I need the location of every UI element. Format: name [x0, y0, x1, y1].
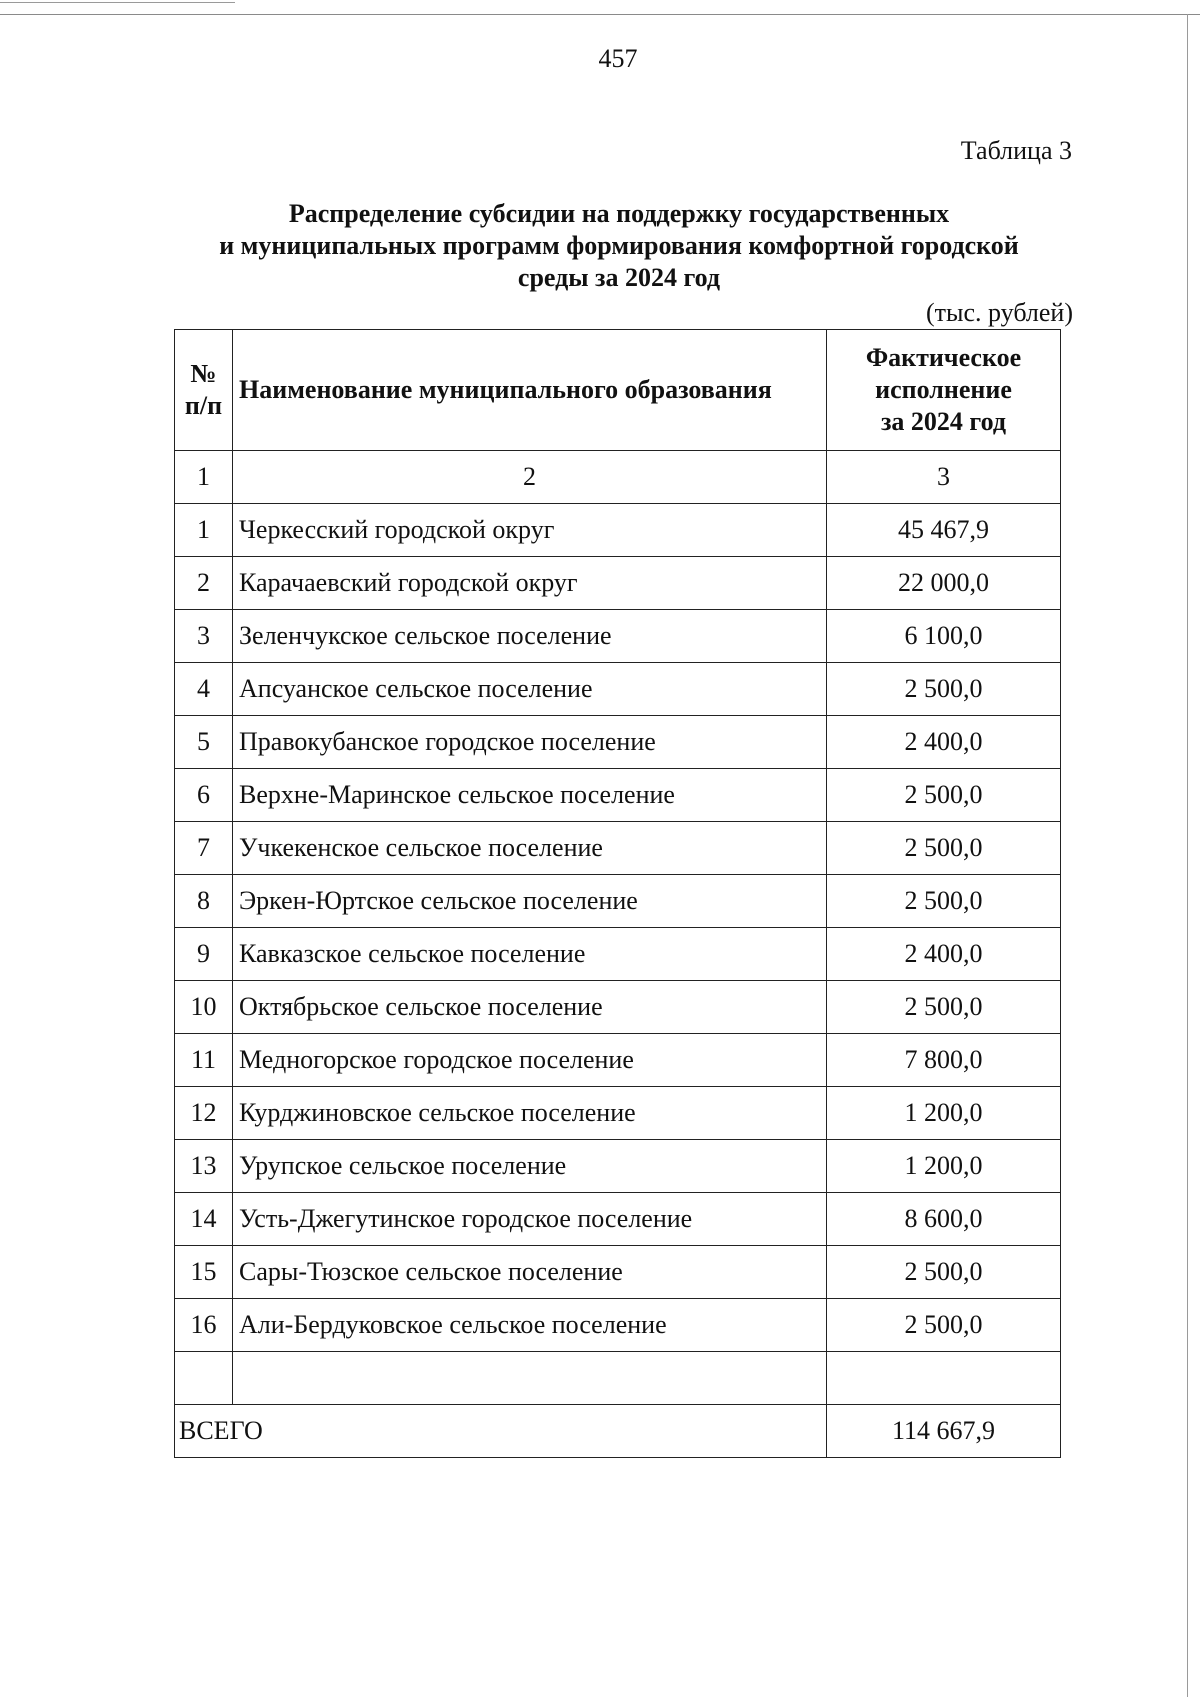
total-value: 114 667,9 — [827, 1405, 1061, 1458]
scan-edge-top-short — [0, 2, 235, 3]
row-number: 1 — [175, 504, 233, 557]
municipality-name: Эркен-Юртское сельское поселение — [233, 875, 827, 928]
header-actual-execution — [827, 330, 1061, 451]
empty-row — [175, 1352, 1061, 1405]
empty-cell — [175, 1352, 233, 1405]
actual-execution-value: 2 500,0 — [827, 981, 1061, 1034]
column-number: 2 — [233, 451, 827, 504]
table-row — [175, 1246, 1061, 1299]
municipality-name: Сары-Тюзское сельское поселение — [233, 1246, 827, 1299]
units-label: (тыс. рублей) — [925, 298, 1073, 327]
table-label: Таблица 3 — [960, 136, 1072, 165]
table-row — [175, 716, 1061, 769]
municipality-name: Черкесский городской округ — [233, 504, 827, 557]
row-number: 12 — [175, 1087, 233, 1140]
row-number: 4 — [175, 663, 233, 716]
actual-execution-value: 6 100,0 — [827, 610, 1061, 663]
subsidy-table — [174, 329, 1061, 1458]
actual-execution-value: 2 500,0 — [827, 822, 1061, 875]
table-header-row — [175, 330, 1061, 451]
empty-cell — [233, 1352, 827, 1405]
header-value-line-1: Фактическое — [865, 343, 1022, 372]
actual-execution-value: 2 500,0 — [827, 875, 1061, 928]
table-row — [175, 1087, 1061, 1140]
scan-edge-top — [0, 14, 1200, 15]
row-number: 5 — [175, 716, 233, 769]
actual-execution-value: 2 500,0 — [827, 769, 1061, 822]
row-number: 3 — [175, 610, 233, 663]
empty-cell — [827, 1352, 1061, 1405]
table-row — [175, 981, 1061, 1034]
row-number: 7 — [175, 822, 233, 875]
municipality-name: Медногорское городское поселение — [233, 1034, 827, 1087]
municipality-name: Усть-Джегутинское городское поселение — [233, 1193, 827, 1246]
actual-execution-value: 7 800,0 — [827, 1034, 1061, 1087]
row-number: 16 — [175, 1299, 233, 1352]
document-title — [160, 198, 1078, 294]
actual-execution-value: 1 200,0 — [827, 1140, 1061, 1193]
table-row — [175, 822, 1061, 875]
municipality-name: Зеленчукское сельское поселение — [233, 610, 827, 663]
header-municipality-name: Наименование муниципального образования — [233, 330, 827, 451]
title-line-2: и муниципальных программ формирования комфортной городской — [219, 231, 1019, 260]
actual-execution-value: 2 500,0 — [827, 1299, 1061, 1352]
column-number-row — [175, 451, 1061, 504]
municipality-name: Карачаевский городской округ — [233, 557, 827, 610]
municipality-name: Октябрьское сельское поселение — [233, 981, 827, 1034]
municipality-name: Верхне-Маринское сельское поселение — [233, 769, 827, 822]
row-number: 10 — [175, 981, 233, 1034]
column-number: 3 — [827, 451, 1061, 504]
actual-execution-value: 2 400,0 — [827, 928, 1061, 981]
row-number: 11 — [175, 1034, 233, 1087]
table-row — [175, 663, 1061, 716]
title-line-1: Распределение субсидии на поддержку государственных — [288, 199, 950, 228]
table-row — [175, 1034, 1061, 1087]
municipality-name: Урупское сельское поселение — [233, 1140, 827, 1193]
table-row — [175, 1299, 1061, 1352]
row-number: 14 — [175, 1193, 233, 1246]
table-row — [175, 1140, 1061, 1193]
actual-execution-value: 45 467,9 — [827, 504, 1061, 557]
row-number: 2 — [175, 557, 233, 610]
row-number: 8 — [175, 875, 233, 928]
table-row — [175, 928, 1061, 981]
municipality-name: Курджиновское сельское поселение — [233, 1087, 827, 1140]
header-number-line-1: № — [190, 359, 217, 388]
row-number: 15 — [175, 1246, 233, 1299]
header-number — [175, 330, 233, 451]
total-row — [175, 1405, 1061, 1458]
column-number: 1 — [175, 451, 233, 504]
municipality-name: Кавказское сельское поселение — [233, 928, 827, 981]
table-row — [175, 769, 1061, 822]
table-row — [175, 557, 1061, 610]
page-number: 457 — [598, 44, 638, 73]
row-number: 13 — [175, 1140, 233, 1193]
actual-execution-value: 2 400,0 — [827, 716, 1061, 769]
municipality-name: Апсуанское сельское поселение — [233, 663, 827, 716]
actual-execution-value: 1 200,0 — [827, 1087, 1061, 1140]
table-row — [175, 1193, 1061, 1246]
header-value-line-2: исполнение — [875, 375, 1012, 404]
table-row — [175, 504, 1061, 557]
row-number: 9 — [175, 928, 233, 981]
scan-edge-right — [1187, 14, 1188, 1697]
table-row — [175, 610, 1061, 663]
municipality-name: Али-Бердуковское сельское поселение — [233, 1299, 827, 1352]
municipality-name: Учкекенское сельское поселение — [233, 822, 827, 875]
actual-execution-value: 8 600,0 — [827, 1193, 1061, 1246]
header-number-line-2: п/п — [184, 391, 223, 420]
actual-execution-value: 2 500,0 — [827, 1246, 1061, 1299]
total-label: ВСЕГО — [175, 1405, 827, 1458]
title-line-3: среды за 2024 год — [517, 263, 721, 292]
table-row — [175, 875, 1061, 928]
actual-execution-value: 2 500,0 — [827, 663, 1061, 716]
actual-execution-value: 22 000,0 — [827, 557, 1061, 610]
municipality-name: Правокубанское городское поселение — [233, 716, 827, 769]
header-value-line-3: за 2024 год — [880, 407, 1006, 436]
row-number: 6 — [175, 769, 233, 822]
